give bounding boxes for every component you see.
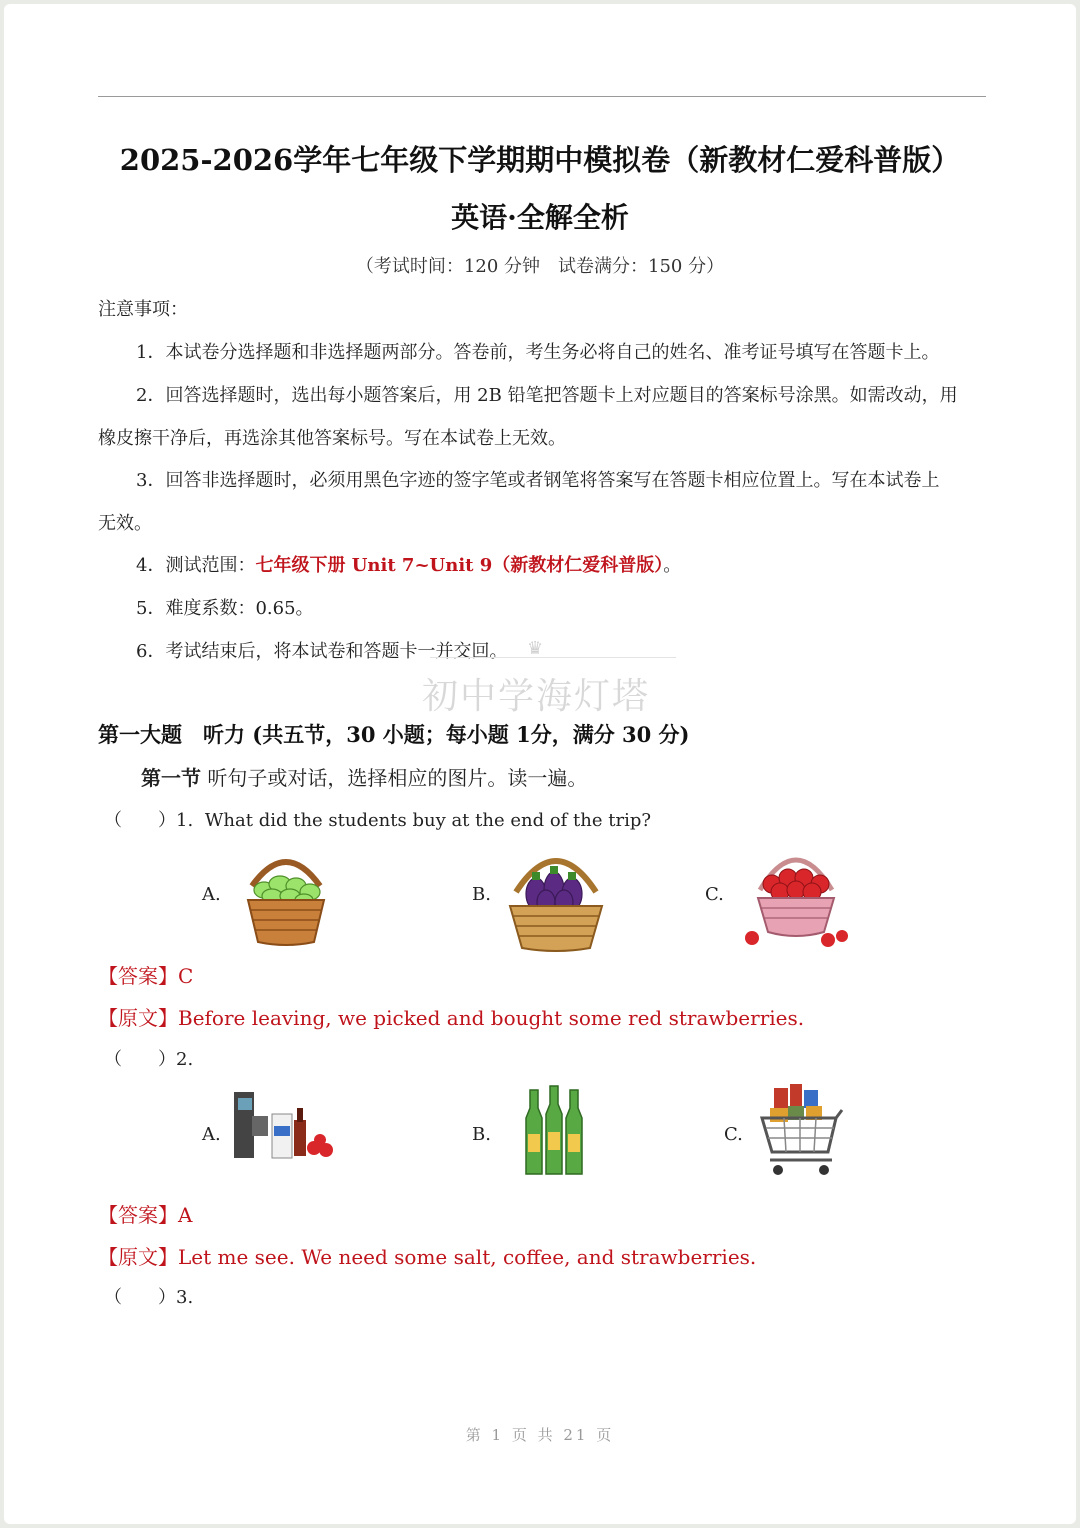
q1-bracket: （ ）1. — [104, 810, 194, 831]
note-3b: 无效。 — [98, 513, 152, 534]
q2-bracket: （ ）2. — [104, 1049, 194, 1070]
q1-transcript: 【原文】Before leaving, we picked and bought some red strawberries. — [98, 1006, 805, 1030]
note-6: 6．考试结束后，将本试卷和答题卡一并交回。 — [136, 641, 508, 662]
q1-option-a-label: A. — [202, 884, 221, 905]
part-1-heading — [141, 762, 587, 791]
header-rule — [98, 96, 986, 97]
q2-option-c-label: C. — [724, 1124, 743, 1145]
note-5: 5．难度系数：0.65。 — [136, 598, 314, 619]
part-1-label: 第一节 — [141, 766, 201, 790]
crown-icon: ♛ — [527, 638, 544, 659]
q1-answer: 【答案】C — [98, 964, 194, 988]
watermark-line — [430, 657, 676, 658]
watermark-text: 初中学海灯塔 — [422, 676, 651, 717]
question-2 — [104, 1045, 193, 1071]
note-1: 1．本试卷分选择题和非选择题两部分。答卷前，考生务必将自己的姓名、准考证号填写在答题卡上。 — [136, 342, 940, 363]
note-2b: 橡皮擦干净后，再选涂其他答案标号。写在本试卷上无效。 — [98, 428, 566, 449]
notes-heading: 注意事项： — [98, 299, 188, 320]
salt-coffee-strawberry-icon — [232, 1088, 338, 1164]
note-4-prefix: 4．测试范围： — [136, 555, 256, 576]
note-4-suffix: 。 — [663, 555, 682, 576]
strawberry-basket-icon — [740, 840, 852, 950]
eggplant-basket-icon — [506, 842, 606, 952]
question-1 — [104, 806, 651, 832]
part-1-instructions: 听句子或对话，选择相应的图片。读一遍。 — [207, 766, 588, 790]
note-3a: 3．回答非选择题时，必须用黑色字迹的签字笔或者钢笔将答案写在答题卡相应位置上。写在本试卷上 — [136, 470, 940, 491]
page-footer: 第 1 页 共 21 页 — [465, 1426, 615, 1444]
green-bottles-icon — [520, 1084, 592, 1178]
exam-title: 2025-2026学年七年级下学期期中模拟卷（新教材仁爱科普版） — [119, 143, 961, 177]
note-4 — [136, 551, 681, 577]
note-2a: 2．回答选择题时，选出每小题答案后，用 2B 铅笔把答题卡上对应题目的答案标号涂黑。如需改动，用 — [136, 385, 958, 406]
q2-transcript: 【原文】Let me see. We need some salt, coffee, and strawberries. — [98, 1245, 757, 1269]
exam-info: （考试时间：120 分钟 试卷满分：150 分） — [355, 256, 725, 277]
q1-option-c-label: C. — [705, 884, 724, 905]
test-range: 七年级下册 Unit 7~Unit 9（新教材仁爱科普版） — [255, 555, 664, 576]
q1-option-b-label: B. — [472, 884, 491, 905]
grapes-basket-icon — [240, 848, 332, 948]
q2-option-b-label: B. — [472, 1124, 491, 1145]
q2-answer: 【答案】A — [98, 1203, 193, 1227]
exam-subtitle: 英语·全解全析 — [451, 201, 629, 234]
q2-option-a-label: A. — [202, 1124, 221, 1145]
section-1-title: 第一大题 听力 (共五节，30 小题；每小题 1分，满分 30 分) — [98, 722, 690, 747]
q1-text: What did the students buy at the end of the trip? — [204, 810, 652, 831]
shopping-cart-icon — [756, 1080, 844, 1180]
q3-bracket: （ ）3. — [104, 1287, 194, 1308]
question-3 — [104, 1283, 193, 1309]
